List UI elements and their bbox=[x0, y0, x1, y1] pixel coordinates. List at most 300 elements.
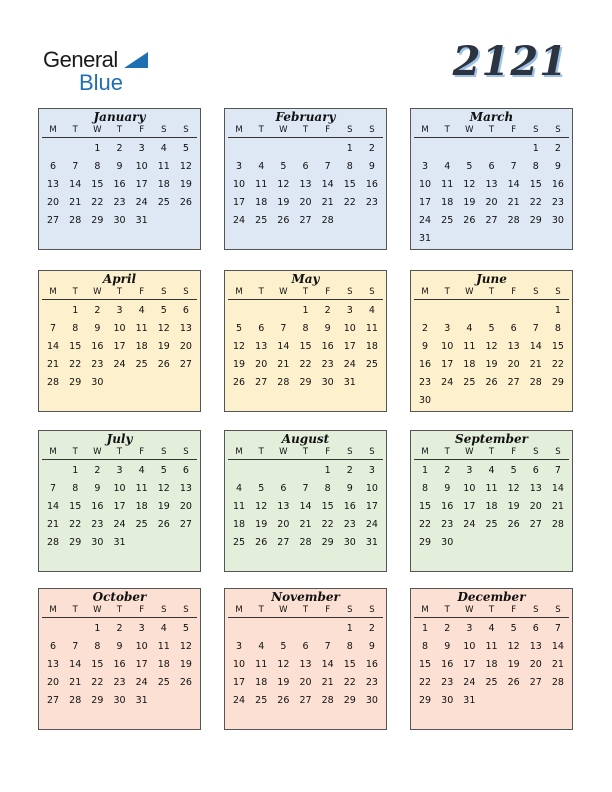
day-cell: 8 bbox=[532, 161, 539, 172]
day-grid bbox=[42, 138, 197, 230]
day-cell: 1 bbox=[324, 465, 331, 476]
weekday-label: W bbox=[279, 125, 288, 135]
day-cell: 18 bbox=[233, 519, 246, 530]
day-cell: 9 bbox=[422, 341, 429, 352]
day-cell: 16 bbox=[113, 179, 126, 190]
day-cell: 12 bbox=[179, 161, 192, 172]
day-cell: 6 bbox=[182, 465, 189, 476]
day-cell: 27 bbox=[485, 215, 498, 226]
day-cell: 31 bbox=[463, 695, 476, 706]
day-cell: 30 bbox=[91, 537, 104, 548]
weekday-label: F bbox=[511, 125, 517, 135]
weekday-header bbox=[414, 446, 569, 460]
day-cell: 29 bbox=[299, 377, 312, 388]
day-cell: 13 bbox=[529, 483, 542, 494]
empty-cell bbox=[294, 462, 316, 480]
weekday-label: T bbox=[488, 125, 495, 135]
day-cell: 20 bbox=[299, 677, 312, 688]
day-cell: 13 bbox=[277, 501, 290, 512]
day-cell: 11 bbox=[463, 341, 476, 352]
day-cell: 10 bbox=[441, 341, 454, 352]
day-cell: 10 bbox=[233, 659, 246, 670]
day-grid bbox=[42, 618, 197, 710]
day-cell: 29 bbox=[69, 537, 82, 548]
logo-triangle-icon bbox=[124, 52, 148, 68]
day-cell: 18 bbox=[135, 341, 148, 352]
weekday-label: T bbox=[72, 287, 78, 297]
weekday-label: S bbox=[555, 125, 561, 135]
day-cell: 29 bbox=[343, 695, 356, 706]
month-june bbox=[410, 270, 573, 412]
day-cell: 14 bbox=[69, 179, 82, 190]
day-cell: 12 bbox=[507, 483, 520, 494]
day-cell: 28 bbox=[299, 537, 312, 548]
day-cell: 30 bbox=[113, 215, 126, 226]
month-name: June bbox=[476, 272, 507, 286]
day-cell: 8 bbox=[94, 161, 101, 172]
day-cell: 3 bbox=[466, 623, 473, 634]
day-cell: 6 bbox=[302, 641, 309, 652]
day-cell: 1 bbox=[94, 143, 101, 154]
weekday-label: W bbox=[465, 125, 474, 135]
day-cell: 20 bbox=[529, 501, 542, 512]
day-cell: 25 bbox=[485, 677, 498, 688]
day-cell: 6 bbox=[510, 323, 517, 334]
day-cell: 26 bbox=[463, 215, 476, 226]
day-cell: 11 bbox=[441, 179, 454, 190]
day-cell: 23 bbox=[365, 677, 378, 688]
day-cell: 17 bbox=[463, 501, 476, 512]
month-february bbox=[224, 108, 387, 250]
day-cell: 3 bbox=[466, 465, 473, 476]
day-cell: 28 bbox=[69, 215, 82, 226]
day-cell: 8 bbox=[72, 483, 79, 494]
month-september bbox=[410, 430, 573, 572]
day-cell: 31 bbox=[135, 695, 148, 706]
year-title: 2121 bbox=[452, 38, 568, 85]
weekday-label: T bbox=[258, 287, 264, 297]
weekday-label: W bbox=[279, 287, 288, 297]
day-cell: 14 bbox=[47, 341, 60, 352]
day-cell: 2 bbox=[94, 305, 101, 316]
day-cell: 3 bbox=[236, 641, 243, 652]
weekday-label: T bbox=[116, 125, 123, 135]
day-cell: 29 bbox=[69, 377, 82, 388]
day-cell: 28 bbox=[321, 695, 334, 706]
day-cell: 8 bbox=[346, 161, 353, 172]
day-grid bbox=[414, 300, 569, 410]
weekday-header bbox=[228, 286, 383, 300]
day-grid bbox=[228, 300, 383, 392]
day-cell: 11 bbox=[135, 323, 148, 334]
day-cell: 18 bbox=[463, 359, 476, 370]
day-cell: 19 bbox=[255, 519, 268, 530]
weekday-label: S bbox=[369, 287, 375, 297]
empty-cell bbox=[480, 302, 502, 320]
day-cell: 26 bbox=[233, 377, 246, 388]
weekday-label: S bbox=[347, 125, 353, 135]
month-name: January bbox=[93, 110, 146, 124]
day-cell: 24 bbox=[441, 377, 454, 388]
day-cell: 3 bbox=[116, 465, 123, 476]
day-cell: 4 bbox=[258, 161, 265, 172]
weekday-header bbox=[414, 286, 569, 300]
day-cell: 16 bbox=[113, 659, 126, 670]
day-cell: 26 bbox=[277, 695, 290, 706]
day-cell: 12 bbox=[255, 501, 268, 512]
day-cell: 7 bbox=[50, 323, 57, 334]
weekday-label: F bbox=[511, 605, 517, 615]
day-cell: 7 bbox=[324, 161, 331, 172]
day-cell: 24 bbox=[343, 359, 356, 370]
weekday-label: S bbox=[369, 125, 375, 135]
day-cell: 9 bbox=[346, 483, 353, 494]
day-cell: 27 bbox=[47, 695, 60, 706]
day-cell: 16 bbox=[343, 501, 356, 512]
day-cell: 14 bbox=[69, 659, 82, 670]
day-cell: 16 bbox=[91, 501, 104, 512]
weekday-label: W bbox=[279, 447, 288, 457]
day-cell: 16 bbox=[441, 659, 454, 670]
month-name: October bbox=[92, 590, 147, 604]
day-cell: 17 bbox=[233, 197, 246, 208]
month-april bbox=[38, 270, 201, 412]
weekday-header bbox=[42, 446, 197, 460]
day-cell: 15 bbox=[343, 659, 356, 670]
empty-cell bbox=[458, 302, 480, 320]
day-grid bbox=[414, 138, 569, 248]
weekday-label: M bbox=[421, 125, 429, 135]
day-cell: 28 bbox=[47, 537, 60, 548]
day-cell: 7 bbox=[510, 161, 517, 172]
day-cell: 31 bbox=[135, 215, 148, 226]
weekday-label: F bbox=[325, 605, 331, 615]
day-cell: 20 bbox=[529, 659, 542, 670]
day-cell: 31 bbox=[343, 377, 356, 388]
day-cell: 21 bbox=[299, 519, 312, 530]
day-cell: 22 bbox=[321, 519, 334, 530]
empty-cell bbox=[414, 302, 436, 320]
day-cell: 11 bbox=[365, 323, 378, 334]
day-cell: 12 bbox=[157, 483, 170, 494]
day-cell: 28 bbox=[321, 215, 334, 226]
weekday-label: S bbox=[161, 447, 167, 457]
day-cell: 25 bbox=[233, 537, 246, 548]
empty-cell bbox=[42, 140, 64, 158]
day-cell: 13 bbox=[179, 483, 192, 494]
weekday-label: F bbox=[139, 125, 145, 135]
day-cell: 5 bbox=[466, 161, 473, 172]
month-name: December bbox=[457, 590, 526, 604]
weekday-label: S bbox=[161, 287, 167, 297]
day-cell: 15 bbox=[91, 659, 104, 670]
day-cell: 12 bbox=[233, 341, 246, 352]
month-name: August bbox=[281, 432, 330, 446]
day-cell: 29 bbox=[419, 695, 432, 706]
day-cell: 11 bbox=[255, 659, 268, 670]
day-cell: 2 bbox=[324, 305, 331, 316]
day-cell: 10 bbox=[135, 641, 148, 652]
weekday-label: M bbox=[421, 447, 429, 457]
empty-cell bbox=[250, 462, 272, 480]
day-cell: 28 bbox=[551, 519, 564, 530]
day-cell: 20 bbox=[299, 197, 312, 208]
day-cell: 17 bbox=[419, 197, 432, 208]
day-cell: 23 bbox=[441, 677, 454, 688]
day-cell: 18 bbox=[157, 659, 170, 670]
day-cell: 8 bbox=[346, 641, 353, 652]
day-cell: 27 bbox=[255, 377, 268, 388]
month-name: February bbox=[275, 110, 336, 124]
day-cell: 11 bbox=[157, 641, 170, 652]
weekday-label: F bbox=[139, 287, 145, 297]
empty-cell bbox=[272, 302, 294, 320]
day-cell: 21 bbox=[69, 197, 82, 208]
day-cell: 18 bbox=[255, 197, 268, 208]
day-cell: 2 bbox=[346, 465, 353, 476]
day-cell: 27 bbox=[299, 695, 312, 706]
day-cell: 17 bbox=[113, 341, 126, 352]
day-cell: 2 bbox=[444, 465, 451, 476]
weekday-label: T bbox=[116, 605, 123, 615]
day-cell: 26 bbox=[507, 677, 520, 688]
day-cell: 8 bbox=[422, 483, 429, 494]
empty-cell bbox=[42, 620, 64, 638]
empty-cell bbox=[272, 462, 294, 480]
day-cell: 29 bbox=[321, 537, 334, 548]
weekday-label: T bbox=[302, 605, 309, 615]
weekday-label: W bbox=[93, 125, 102, 135]
day-cell: 23 bbox=[321, 359, 334, 370]
day-cell: 31 bbox=[365, 537, 378, 548]
day-cell: 30 bbox=[551, 215, 564, 226]
weekday-label: W bbox=[465, 605, 474, 615]
day-cell: 23 bbox=[343, 519, 356, 530]
weekday-label: W bbox=[93, 447, 102, 457]
day-cell: 1 bbox=[346, 623, 353, 634]
weekday-label: F bbox=[325, 125, 331, 135]
day-cell: 27 bbox=[179, 519, 192, 530]
day-cell: 10 bbox=[233, 179, 246, 190]
weekday-header bbox=[414, 604, 569, 618]
month-july bbox=[38, 430, 201, 572]
weekday-label: S bbox=[183, 125, 189, 135]
day-cell: 23 bbox=[91, 519, 104, 530]
day-cell: 15 bbox=[69, 341, 82, 352]
day-cell: 24 bbox=[113, 519, 126, 530]
day-cell: 14 bbox=[321, 659, 334, 670]
day-cell: 7 bbox=[324, 641, 331, 652]
weekday-label: S bbox=[369, 447, 375, 457]
day-cell: 7 bbox=[72, 161, 79, 172]
day-cell: 9 bbox=[94, 323, 101, 334]
day-cell: 5 bbox=[160, 305, 167, 316]
weekday-label: T bbox=[302, 125, 309, 135]
day-cell: 7 bbox=[50, 483, 57, 494]
day-cell: 4 bbox=[466, 323, 473, 334]
day-cell: 26 bbox=[255, 537, 268, 548]
weekday-label: M bbox=[235, 287, 243, 297]
day-cell: 11 bbox=[255, 179, 268, 190]
day-cell: 7 bbox=[302, 483, 309, 494]
day-cell: 3 bbox=[444, 323, 451, 334]
day-cell: 29 bbox=[419, 537, 432, 548]
empty-cell bbox=[64, 620, 86, 638]
day-cell: 27 bbox=[529, 677, 542, 688]
day-cell: 22 bbox=[91, 197, 104, 208]
weekday-label: W bbox=[465, 287, 474, 297]
day-cell: 17 bbox=[463, 659, 476, 670]
day-cell: 30 bbox=[365, 695, 378, 706]
day-cell: 13 bbox=[179, 323, 192, 334]
day-cell: 12 bbox=[277, 179, 290, 190]
day-cell: 10 bbox=[365, 483, 378, 494]
weekday-label: S bbox=[183, 287, 189, 297]
day-cell: 13 bbox=[529, 641, 542, 652]
day-cell: 21 bbox=[551, 501, 564, 512]
day-cell: 29 bbox=[91, 695, 104, 706]
day-cell: 26 bbox=[157, 359, 170, 370]
day-cell: 25 bbox=[157, 677, 170, 688]
day-cell: 23 bbox=[365, 197, 378, 208]
day-cell: 19 bbox=[233, 359, 246, 370]
day-cell: 22 bbox=[343, 677, 356, 688]
weekday-label: S bbox=[533, 125, 539, 135]
day-cell: 14 bbox=[47, 501, 60, 512]
logo-text-blue: Blue bbox=[79, 70, 124, 95]
weekday-label: T bbox=[302, 447, 309, 457]
day-cell: 8 bbox=[72, 323, 79, 334]
day-cell: 9 bbox=[368, 641, 375, 652]
day-cell: 19 bbox=[157, 341, 170, 352]
day-cell: 21 bbox=[321, 197, 334, 208]
weekday-label: W bbox=[93, 287, 102, 297]
day-cell: 6 bbox=[50, 161, 57, 172]
day-cell: 17 bbox=[365, 501, 378, 512]
day-grid bbox=[228, 138, 383, 230]
weekday-label: S bbox=[555, 287, 561, 297]
empty-cell bbox=[294, 140, 316, 158]
day-cell: 2 bbox=[116, 143, 123, 154]
weekday-label: T bbox=[258, 447, 264, 457]
day-cell: 23 bbox=[551, 197, 564, 208]
day-cell: 6 bbox=[302, 161, 309, 172]
month-name: March bbox=[469, 110, 514, 124]
day-cell: 12 bbox=[463, 179, 476, 190]
day-cell: 4 bbox=[488, 465, 495, 476]
empty-cell bbox=[503, 140, 525, 158]
day-grid bbox=[42, 300, 197, 392]
day-cell: 22 bbox=[343, 197, 356, 208]
day-cell: 7 bbox=[280, 323, 287, 334]
weekday-label: S bbox=[161, 125, 167, 135]
weekday-label: M bbox=[49, 125, 57, 135]
weekday-label: F bbox=[511, 447, 517, 457]
day-cell: 1 bbox=[554, 305, 561, 316]
weekday-label: S bbox=[183, 605, 189, 615]
day-grid bbox=[414, 618, 569, 710]
day-cell: 2 bbox=[554, 143, 561, 154]
weekday-label: M bbox=[49, 605, 57, 615]
day-cell: 20 bbox=[47, 197, 60, 208]
day-cell: 30 bbox=[441, 695, 454, 706]
day-cell: 1 bbox=[532, 143, 539, 154]
weekday-label: F bbox=[511, 287, 517, 297]
day-cell: 17 bbox=[135, 179, 148, 190]
weekday-label: S bbox=[533, 605, 539, 615]
day-cell: 12 bbox=[157, 323, 170, 334]
day-cell: 5 bbox=[510, 465, 517, 476]
day-cell: 24 bbox=[135, 197, 148, 208]
day-cell: 30 bbox=[343, 537, 356, 548]
day-cell: 13 bbox=[507, 341, 520, 352]
day-cell: 18 bbox=[485, 659, 498, 670]
weekday-label: T bbox=[444, 125, 450, 135]
day-cell: 15 bbox=[299, 341, 312, 352]
weekday-label: T bbox=[116, 447, 123, 457]
empty-cell bbox=[250, 620, 272, 638]
logo bbox=[43, 49, 123, 94]
weekday-label: T bbox=[302, 287, 309, 297]
day-cell: 5 bbox=[488, 323, 495, 334]
weekday-label: S bbox=[555, 447, 561, 457]
day-cell: 1 bbox=[422, 623, 429, 634]
month-august bbox=[224, 430, 387, 572]
empty-cell bbox=[64, 140, 86, 158]
day-cell: 13 bbox=[47, 179, 60, 190]
weekday-label: S bbox=[347, 605, 353, 615]
day-cell: 24 bbox=[135, 677, 148, 688]
day-cell: 25 bbox=[135, 519, 148, 530]
weekday-label: W bbox=[465, 447, 474, 457]
day-cell: 26 bbox=[157, 519, 170, 530]
day-cell: 9 bbox=[116, 161, 123, 172]
day-cell: 19 bbox=[277, 197, 290, 208]
day-cell: 20 bbox=[277, 519, 290, 530]
weekday-label: T bbox=[258, 125, 264, 135]
day-cell: 5 bbox=[258, 483, 265, 494]
empty-cell bbox=[525, 302, 547, 320]
day-cell: 25 bbox=[485, 519, 498, 530]
day-cell: 17 bbox=[441, 359, 454, 370]
day-cell: 18 bbox=[157, 179, 170, 190]
day-cell: 6 bbox=[532, 465, 539, 476]
day-cell: 23 bbox=[419, 377, 432, 388]
day-cell: 10 bbox=[135, 161, 148, 172]
day-cell: 6 bbox=[50, 641, 57, 652]
weekday-header bbox=[42, 124, 197, 138]
weekday-label: S bbox=[533, 447, 539, 457]
day-cell: 4 bbox=[368, 305, 375, 316]
day-cell: 28 bbox=[277, 377, 290, 388]
day-cell: 2 bbox=[368, 143, 375, 154]
weekday-label: M bbox=[235, 605, 243, 615]
day-cell: 8 bbox=[422, 641, 429, 652]
day-cell: 18 bbox=[255, 677, 268, 688]
empty-cell bbox=[228, 140, 250, 158]
day-cell: 1 bbox=[72, 465, 79, 476]
day-cell: 23 bbox=[113, 677, 126, 688]
empty-cell bbox=[272, 620, 294, 638]
weekday-label: M bbox=[421, 287, 429, 297]
month-name: May bbox=[291, 272, 320, 286]
day-cell: 6 bbox=[258, 323, 265, 334]
day-cell: 9 bbox=[444, 641, 451, 652]
weekday-header bbox=[228, 604, 383, 618]
day-cell: 24 bbox=[463, 677, 476, 688]
day-cell: 4 bbox=[138, 305, 145, 316]
day-cell: 1 bbox=[302, 305, 309, 316]
